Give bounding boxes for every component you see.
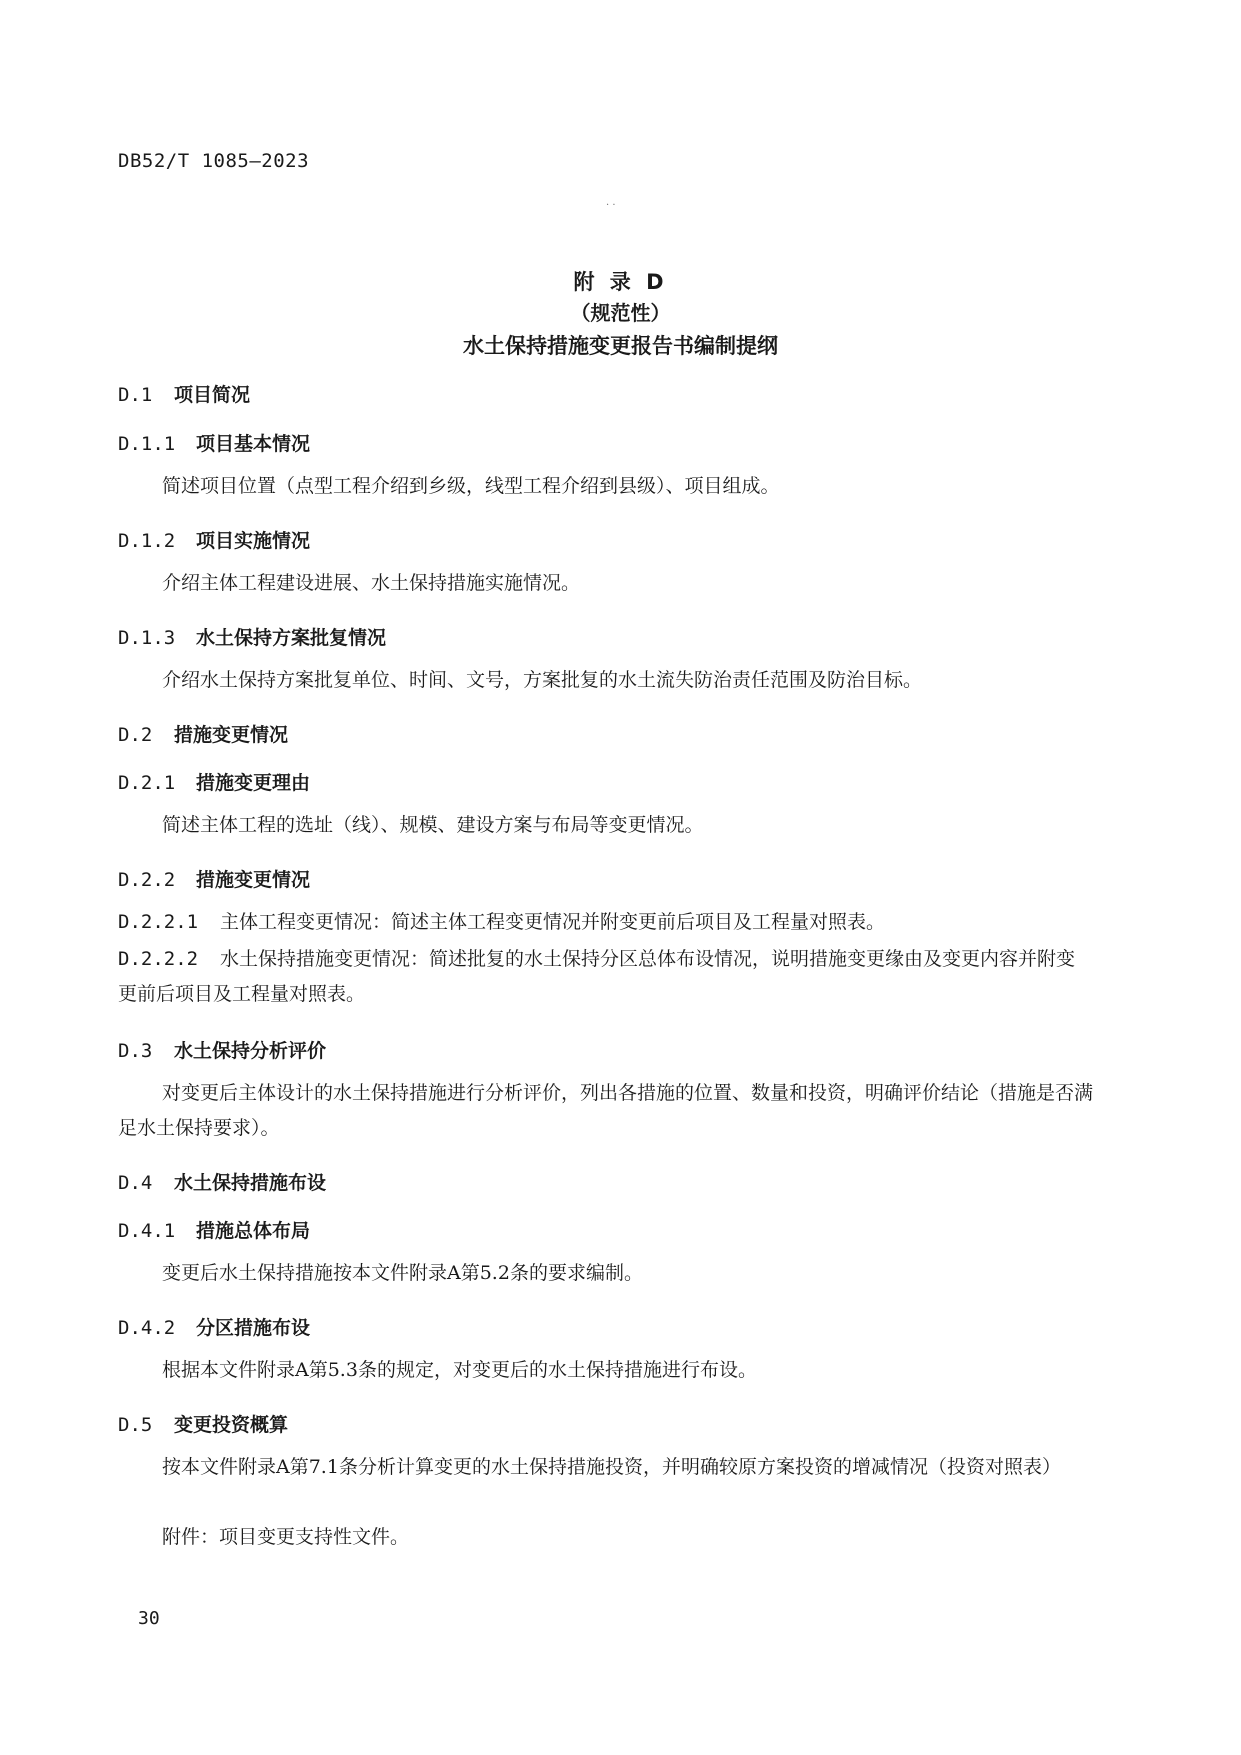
heading-title: 项目基本情况: [196, 433, 311, 455]
paragraph-d5: 按本文件附录A第7.1条分析计算变更的水土保持措施投资，并明确较原方案投资的增减情况（投资对照表）: [162, 1456, 1061, 1478]
heading-title: 水土保持措施布设: [174, 1172, 327, 1194]
heading-d13: [118, 623, 386, 650]
paragraph-d221: [118, 905, 1093, 940]
heading-d21: [118, 768, 310, 795]
heading-title: 措施总体布局: [196, 1220, 311, 1242]
heading-number: D.4: [118, 1172, 153, 1194]
heading-number: D.1: [118, 384, 153, 406]
heading-number: D.1.3: [118, 627, 176, 649]
heading-d12: [118, 526, 310, 553]
heading-number: D.3: [118, 1040, 153, 1062]
paragraph-d21: 简述主体工程的选址（线）、规模、建设方案与布局等变更情况。: [162, 814, 704, 836]
heading-number: D.2.1: [118, 772, 176, 794]
paragraph-d42: 根据本文件附录A第5.3条的规定，对变更后的水土保持措施进行布设。: [162, 1359, 757, 1381]
heading-d4: [118, 1168, 326, 1195]
heading-number: D.2: [118, 724, 153, 746]
heading-title: 措施变更情况: [174, 724, 289, 746]
heading-title: 分区措施布设: [196, 1317, 311, 1339]
clause-text: 水土保持措施变更情况：简述批复的水土保持分区总体布设情况，说明措施变更缘由及变更内容并附变更前后项目及工程量对照表。: [118, 948, 1076, 1005]
paragraph-d12: 介绍主体工程建设进展、水土保持措施实施情况。: [162, 572, 581, 594]
heading-title: 项目简况: [174, 384, 251, 406]
heading-d42: [118, 1313, 310, 1340]
heading-number: D.2.2: [118, 869, 176, 891]
paragraph-d13: 介绍水土保持方案批复单位、时间、文号，方案批复的水土流失防治责任范围及防治目标。: [162, 669, 923, 691]
heading-number: D.4.2: [118, 1317, 176, 1339]
heading-d22: [118, 865, 310, 892]
paragraph-d11: 简述项目位置（点型工程介绍到乡级，线型工程介绍到县级）、项目组成。: [162, 475, 780, 497]
heading-number: D.1.2: [118, 530, 176, 552]
heading-title: 项目实施情况: [196, 530, 311, 552]
document-code: DB52/T 1085—2023: [118, 150, 310, 172]
scan-speck: · ·: [606, 200, 616, 211]
appendix-name: 水土保持措施变更报告书编制提纲: [463, 334, 778, 358]
page-number: 30: [138, 1608, 160, 1629]
paragraph-d3: 对变更后主体设计的水土保持措施进行分析评价，列出各措施的位置、数量和投资，明确评价结论（措施是否满足水土保持要求）。: [118, 1082, 1094, 1139]
paragraph-d41: 变更后水土保持措施按本文件附录A第5.2条的要求编制。: [162, 1262, 643, 1284]
heading-number: D.5: [118, 1414, 153, 1436]
heading-title: 水土保持方案批复情况: [196, 627, 387, 649]
appendix-title: 附 录 D: [573, 270, 668, 294]
attachment-note: 附件：项目变更支持性文件。: [162, 1526, 410, 1548]
heading-title: 水土保持分析评价: [174, 1040, 327, 1062]
heading-d3: [118, 1036, 326, 1063]
heading-number: D.4.1: [118, 1220, 176, 1242]
heading-title: 变更投资概算: [174, 1414, 289, 1436]
clause-number: D.2.2.1: [118, 911, 199, 933]
clause-text: 主体工程变更情况：简述主体工程变更情况并附变更前后项目及工程量对照表。: [220, 911, 886, 933]
heading-d5: [118, 1410, 288, 1437]
heading-number: D.1.1: [118, 433, 176, 455]
heading-title: 措施变更情况: [196, 869, 311, 891]
heading-d2: [118, 720, 288, 747]
heading-title: 措施变更理由: [196, 772, 311, 794]
appendix-nature: （规范性）: [570, 301, 671, 325]
clause-number: D.2.2.2: [118, 948, 199, 970]
heading-d1: [118, 380, 250, 407]
paragraph-d222: [118, 942, 1093, 1012]
heading-d11: [118, 429, 310, 456]
heading-d41: [118, 1216, 310, 1243]
